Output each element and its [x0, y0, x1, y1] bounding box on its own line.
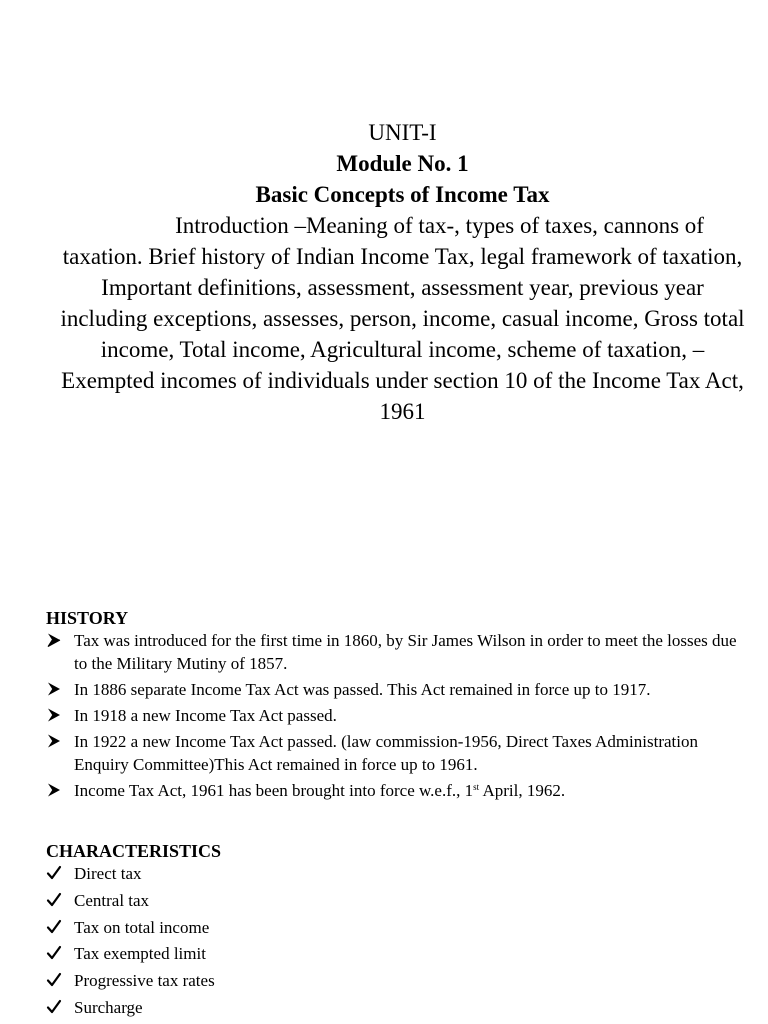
arrowhead-bullet-icon [46, 681, 62, 697]
history-item-text: Tax was introduced for the first time in 1860, by Sir James Wilson in order to meet the losses due to the Military Mutiny of 1857. [74, 631, 737, 673]
module-number: Module No. 1 [336, 151, 469, 176]
checkmark-bullet-icon [46, 919, 62, 935]
history-item-text: In 1886 separate Income Tax Act was passed. This Act remained in force up to 1917. [74, 680, 651, 699]
characteristic-text: Surcharge [74, 997, 143, 1017]
characteristic-text: Progressive tax rates [74, 971, 215, 991]
arrowhead-bullet-icon [46, 632, 62, 648]
ordinal-suffix: st [473, 782, 480, 792]
characteristics-section [46, 840, 746, 1023]
checkmark-bullet-icon [46, 945, 62, 961]
characteristic-item [46, 969, 746, 992]
characteristic-text: Central tax [74, 890, 150, 910]
arrowhead-bullet-icon [46, 733, 62, 749]
characteristic-text: Tax on total income [74, 917, 210, 937]
characteristic-item [46, 942, 746, 965]
history-item [46, 730, 746, 776]
history-item [46, 779, 746, 802]
history-heading: HISTORY [46, 608, 129, 628]
history-item-text: In 1918 a new Income Tax Act passed. [74, 706, 337, 725]
module-title: Basic Concepts of Income Tax [255, 182, 550, 207]
characteristic-text: Tax exempted limit [74, 944, 206, 964]
characteristic-text: Direct tax [74, 864, 142, 883]
characteristic-item [46, 996, 746, 1019]
checkmark-bullet-icon [46, 972, 62, 988]
checkmark-bullet-icon [46, 865, 62, 881]
characteristics-list [46, 862, 746, 1019]
history-item [46, 629, 746, 675]
history-item-text: In 1922 a new Income Tax Act passed. (law commission-1956, Direct Taxes Administration Enquiry Committee)This Act remained in force up to 1961. [74, 732, 698, 774]
checkmark-bullet-icon [46, 999, 62, 1015]
arrowhead-bullet-icon [46, 707, 62, 723]
history-item [46, 704, 746, 727]
characteristic-item [46, 889, 746, 912]
introduction-paragraph: Introduction –Meaning of tax-, types of taxes, cannons of taxation. Brief history of Indian Income Tax, legal framework of taxation, Important definitions, assessment, assessment year, previous year including exceptions, assesses, person, income, casual income, Gross total income, Total income, Agricultural income, scheme of taxation, – Exempted incomes of individuals under section 10 of the Income Tax Act, 1961 [60, 213, 745, 424]
checkmark-bullet-icon [46, 892, 62, 908]
unit-label: UNIT-I [368, 120, 437, 145]
characteristic-item [46, 916, 746, 939]
history-list [46, 629, 746, 802]
characteristic-item [46, 862, 746, 885]
history-item [46, 678, 746, 701]
document-header [60, 117, 745, 427]
history-section [46, 607, 746, 805]
characteristics-heading: CHARACTERISTICS [46, 841, 222, 861]
history-item-text: Income Tax Act, 1961 has been brought into force w.e.f., 1st April, 1962. [74, 781, 566, 800]
arrowhead-bullet-icon [46, 782, 62, 798]
